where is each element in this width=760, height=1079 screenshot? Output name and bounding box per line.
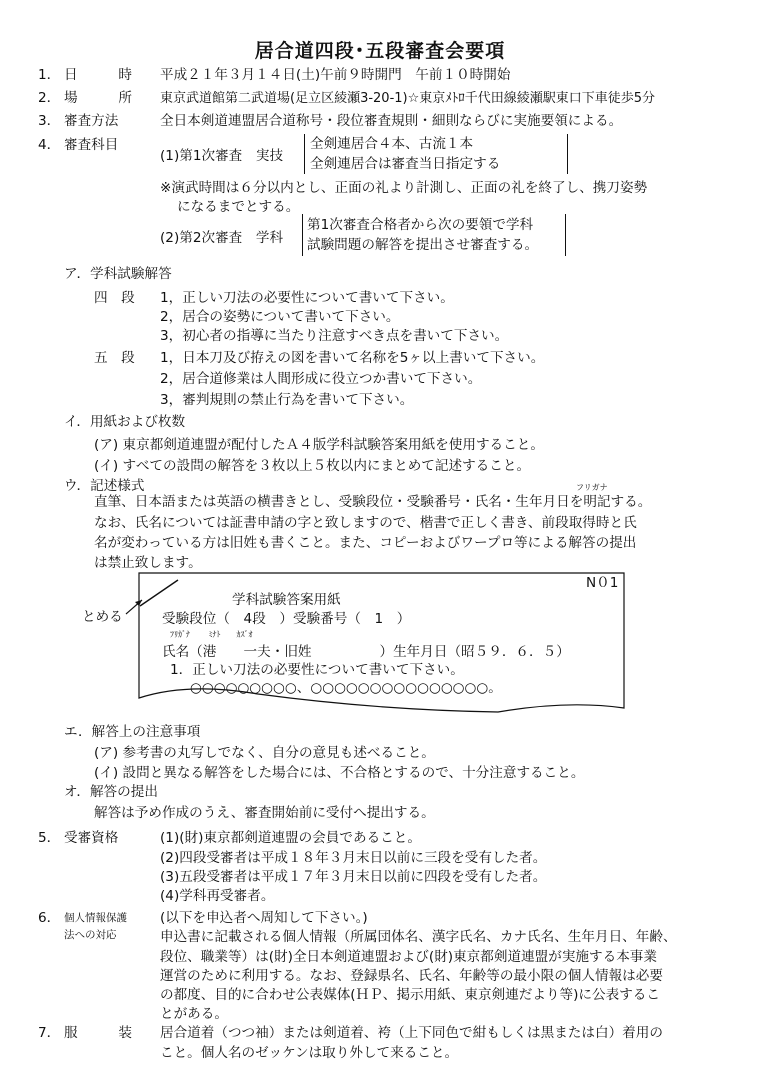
paragraph-line: 直筆、日本語または英語の横書きとし、受験段位・受験番号・氏名・生年月日を明記する。 [94,494,652,510]
privacy-line: の都度、目的に合わせ公表媒体(ＨＰ、掲示用紙、東京剣連だより等)に公表するこ [160,987,660,1003]
staple-label: とめる [82,609,123,625]
rank-label: 五 段 [94,350,135,366]
first-exam-item: 全剣連居合は審査当日指定する [310,156,501,172]
sample-question: 1．正しい刀法の必要性について書いて下さい。 [170,662,464,678]
method-label: 審査方法 [64,113,119,129]
item-number: 1． [38,67,61,83]
question-line: 2，居合道修業は人間形成に役立つか書いて下さい。 [160,371,482,387]
privacy-line: とがある。 [160,1006,228,1022]
privacy-label: 個人情報保護 [64,912,127,924]
sample-answer: ○○○○○○○○○、○○○○○○○○○○○○○○○。 [190,680,502,696]
rule-line: (ア) 東京都剣道連盟が配付したＡ４版学科試験答案用紙を使用すること。 [94,437,544,453]
name-line: 氏名（港 一夫・旧姓 ）生年月日（昭５９．６．５） [162,644,570,660]
item-number: 4． [38,137,61,153]
qualification-line: (3)五段受審者は平成１７年３月末日以前に四段を受有した者。 [160,869,547,885]
item-number: 2． [38,90,61,106]
question-line: 3，審判規則の禁止行為を書いて下さい。 [160,392,414,408]
privacy-line: 運営のために利用する。なお、登録県名、氏名、年齢等の最小限の個人情報は必要 [160,968,663,984]
arrow-icon [124,596,146,618]
question-line: 1，正しい刀法の必要性について書いて下さい。 [160,290,454,306]
privacy-line: (以下を申込者へ周知して下さい。) [160,910,368,926]
place-value: 東京武道館第二武道場(足立区綾瀬3-20-1)☆東京ﾒﾄﾛ千代田線綾瀬駅東口下車徒歩5分 [160,91,656,106]
second-exam-item: 第1次審査合格者から次の要領で学科 [307,217,534,233]
attire-line: 居合道着（つつ袖）または剣道着、袴（上下同色で紺もしくは黒または白）着用の [160,1025,663,1041]
note-line: ※演武時間は６分以内とし、正面の礼より計測し、正面の礼を終了し、携刀姿勢 [160,180,648,196]
method-value: 全日本剣道連盟居合道称号・段位審査規則・細則ならびに実施要領による。 [160,113,623,129]
question-line: 3，初心者の指導に当たり注意すべき点を書いて下さい。 [160,328,509,344]
paragraph-line: なお、氏名については証書申請の字と致しますので、楷書で正しく書き、前段取得時と氏 [94,515,637,531]
privacy-label: 法への対応 [64,929,117,941]
question-line: 1，日本刀及び拵えの図を書いて名称を5ヶ以上書いて下さい。 [160,350,545,366]
date-label: 日 時 [64,67,132,83]
item-number: 7． [38,1025,61,1041]
paragraph-line: は禁止致します。 [94,555,202,571]
note-line: になるまでとする。 [177,199,300,215]
attire-label: 服 装 [64,1025,132,1041]
place-label: 場 所 [64,90,132,106]
page-title: 居合道四段･五段審査会要項 [254,40,506,62]
furigana-note: フリガナ [576,483,608,492]
rule-line: (イ) 設問と異なる解答をした場合には、不合格とするので、十分注意すること。 [94,765,585,781]
subject-label: 審査科目 [64,137,119,153]
section-heading: ウ．記述様式 [64,478,145,494]
date-value: 平成２１年３月１４日(土)午前９時開門 午前１０時開始 [160,67,511,83]
section-heading: ア．学科試験解答 [64,266,172,282]
rank-number-line: 受験段位（ 4段 ）受験番号（ 1 ） [162,611,411,627]
second-exam: (2)第2次審査 学科 [160,230,284,246]
question-line: 2，居合の姿勢について書いて下さい。 [160,309,400,325]
sheet-number: N０1 [586,575,619,591]
privacy-line: 申込書に記載される個人情報（所属団体名、漢字氏名、カナ氏名、生年月日、年齢、 [160,929,677,945]
item-number: 3． [38,113,61,129]
item-number: 6． [38,910,61,926]
qualification-line: (4)学科再受審者。 [160,888,275,904]
section-heading: イ．用紙および枚数 [64,414,186,430]
qualification-line: (2)四段受審者は平成１８年３月末日以前に三段を受有した者。 [160,850,547,866]
rule-line: (ア) 参考書の丸写しでなく、自分の意見も述べること。 [94,745,435,761]
rank-label: 四 段 [94,290,135,306]
second-exam-item: 試験問題の解答を提出させ審査する。 [307,237,539,253]
paragraph-line: 名が変わっている方は旧姓も書くこと。また、コピーおよびワープロ等による解答の提出 [94,535,637,551]
sheet-title: 学科試験答案用紙 [232,592,341,608]
qualification-label: 受審資格 [64,830,119,846]
attire-line: こと。個人名のゼッケンは取り外して来ること。 [160,1045,459,1061]
first-exam: (1)第1次審査 実技 [160,148,284,164]
first-exam-item: 全剣連居合４本、古流１本 [310,136,474,152]
name-furigana: ﾌﾘｶﾞﾅ ﾐﾅﾄ ｶｽﾞｵ [170,630,253,639]
qualification-line: (1)(財)東京都剣道連盟の会員であること。 [160,830,421,846]
item-number: 5． [38,830,61,846]
section-heading: オ．解答の提出 [64,784,158,800]
section-heading: エ．解答上の注意事項 [64,724,201,740]
privacy-line: 段位、職業等）は(財)全日本剣道連盟および(財)東京都剣道連盟が実施する本事業 [160,949,657,965]
rule-line: 解答は予め作成のうえ、審査開始前に受付へ提出する。 [94,805,435,821]
rule-line: (イ) すべての設問の解答を３枚以上５枚以内にまとめて記述すること。 [94,458,531,474]
